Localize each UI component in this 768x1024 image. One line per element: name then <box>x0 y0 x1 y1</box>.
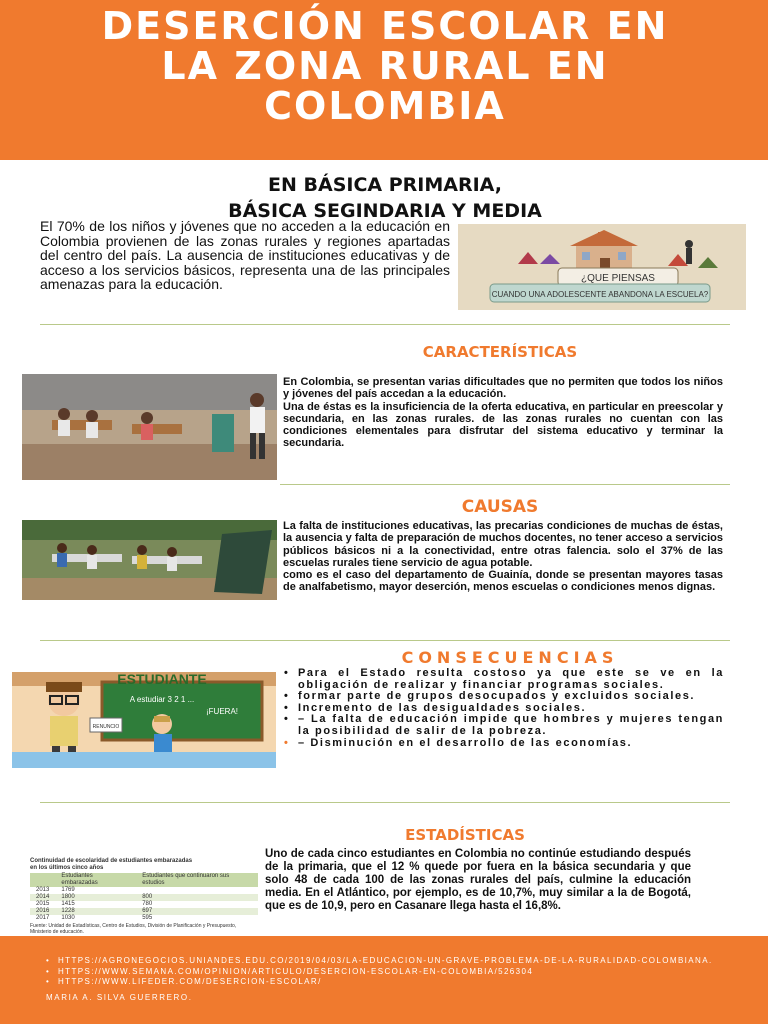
table-title: Continuidad de escolaridad de estudiantes embarazadas en los últimos cinco años <box>30 858 193 871</box>
student-cartoon-drawing <box>12 672 276 768</box>
classroom-photo-drawing <box>22 374 277 480</box>
subtitle <box>120 172 650 224</box>
table-row: 2015 1415 780 <box>36 901 153 907</box>
divider <box>280 484 730 485</box>
page-title: DESERCIÓN ESCOLAR EN LA ZONA RURAL EN COLOMBIA <box>101 4 669 128</box>
section-title-consecuencias: CONSECUENCIAS <box>401 648 619 667</box>
school-illustration <box>458 224 746 310</box>
author-name: MARIA A. SILVA GUERRERO. <box>46 993 193 1002</box>
table-row: 2014 1800 800 <box>30 894 258 901</box>
subtitle-line-2: BÁSICA SEGINDARIA Y MEDIA <box>228 200 542 222</box>
column-header: Estudiantes embarazadas <box>61 873 98 886</box>
board-line-2: ¡FUERA! <box>206 707 238 716</box>
intro-text: El 70% de los niños y jóvenes que no acceden a la educación en Colombia provienen de las zonas rurales y regiones apartadas del centro del país. La ausencia de instituciones educativas y de acceso a los servicios básicos, representa una de las principales amenazas para la educación. <box>40 218 450 293</box>
section-title-estadisticas: ESTADÍSTICAS <box>405 826 525 844</box>
reference-link[interactable]: • HTTPS://AGRONEGOCIOS.UNIANDES.EDU.CO/2019/04/03/LA-EDUCACION-UN-GRAVE-PROBLEMA-DE-LA-RURALIDAD-COLOMBIANA. <box>46 956 736 967</box>
table-row: 2016 1228 697 <box>30 908 258 915</box>
consecuencias-list <box>284 668 724 749</box>
table-source: Fuente: Unidad de Estadísticas, Centro de Estudios, División de Planificación y Presupuesto, Ministerio de educación. <box>30 923 237 935</box>
rural-school-photo-drawing <box>22 520 277 600</box>
reference-link[interactable]: • HTTPS://WWW.LIFEDER.COM/DESERCION-ESCOLAR/ <box>46 977 736 988</box>
table-row: 2013 1769 <box>36 887 75 893</box>
classroom-photo <box>22 374 277 480</box>
list-item: • formar parte de grupos desocupados y excluidos sociales. <box>284 691 724 703</box>
caracteristicas-text: En Colombia, se presentan varias dificultades que no permiten que todos los niños y jóvenes del país accedan a la educación. Una de éstas es la insuficiencia de la oferta educativa, en particular en preescolar y secundaria, en las zonas rurales. de las zonas rurales no cuentan con las condiciones elementales para disfrutar del sistema educativo y terminar la secundaria. <box>283 376 723 450</box>
divider <box>40 324 730 325</box>
table-row: 2017 1030 595 <box>36 915 153 921</box>
list-item: • Para el Estado resulta costoso ya que este se ve en la obligación de realizar y financiar programas sociales. <box>284 668 724 691</box>
divider <box>40 802 730 803</box>
section-title-caracteristicas: CARACTERÍSTICAS <box>422 343 578 361</box>
estadisticas-text: Uno de cada cinco estudiantes en Colombia no continúe estudiando después de la primaria, que el 12 % quede por fuera en la básica secundaria y que solo 48 de cada 100 de las zonas rurales del país, culmine la educación media. En el Atlántico, por ejemplo, es de 10,7%, muy similar a la de Bogotá, que es de 10,9, pero en Casanare llega hasta el 16,8%. <box>265 848 691 912</box>
section-title-causas: CAUSAS <box>461 497 539 517</box>
causas-text: La falta de instituciones educativas, las precarias condiciones de muchas de éstas, la ausencia y falta de preparación de muchos docentes, no tener acceso a servicios públicos básicos ni a la conectividad, entre otras falencia. solo el 37% de las escuelas rurales tiene servicio de agua potable. como es el caso del departamento de Guainía, donde se presentan mayores tasas de analfabetismo, mayor deserción, menos escuelas o condiciones menos dignas. <box>283 520 723 594</box>
references-list <box>46 956 736 988</box>
divider <box>40 640 730 641</box>
rural-school-photo <box>22 520 277 600</box>
statistics-table <box>30 858 258 935</box>
column-header: Estudiantes que continuaron sus estudios <box>142 873 230 886</box>
student-cartoon <box>12 672 276 768</box>
reference-link[interactable]: • HTTPS://WWW.SEMANA.COM/OPINION/ARTICULO/DESERCION-ESCOLAR-EN-COLOMBIA/526304 <box>46 967 736 978</box>
sign-text: RENUNCIO <box>92 724 120 730</box>
list-item: • – La falta de educación impide que hombres y mujeres tengan la posibilidad de salir de la pobreza. <box>284 714 724 737</box>
table-header-row <box>30 873 258 887</box>
subtitle-line-1: EN BÁSICA PRIMARIA, <box>268 174 502 196</box>
banner-text: ESTUDIANTE <box>117 671 207 687</box>
school-illustration-drawing <box>458 224 746 310</box>
list-item: • Incremento de las desigualdades sociales. <box>284 703 724 715</box>
header-banner <box>0 0 768 160</box>
list-item: • – Disminución en el desarrollo de las economías. <box>284 738 724 750</box>
bubble-line-1: ¿QUE PIENSAS <box>581 273 655 284</box>
board-line-1: A estudiar 3 2 1 ... <box>129 695 195 704</box>
data-table <box>30 873 258 922</box>
bubble-line-2: CUANDO UNA ADOLESCENTE ABANDONA LA ESCUELA? <box>491 290 709 299</box>
